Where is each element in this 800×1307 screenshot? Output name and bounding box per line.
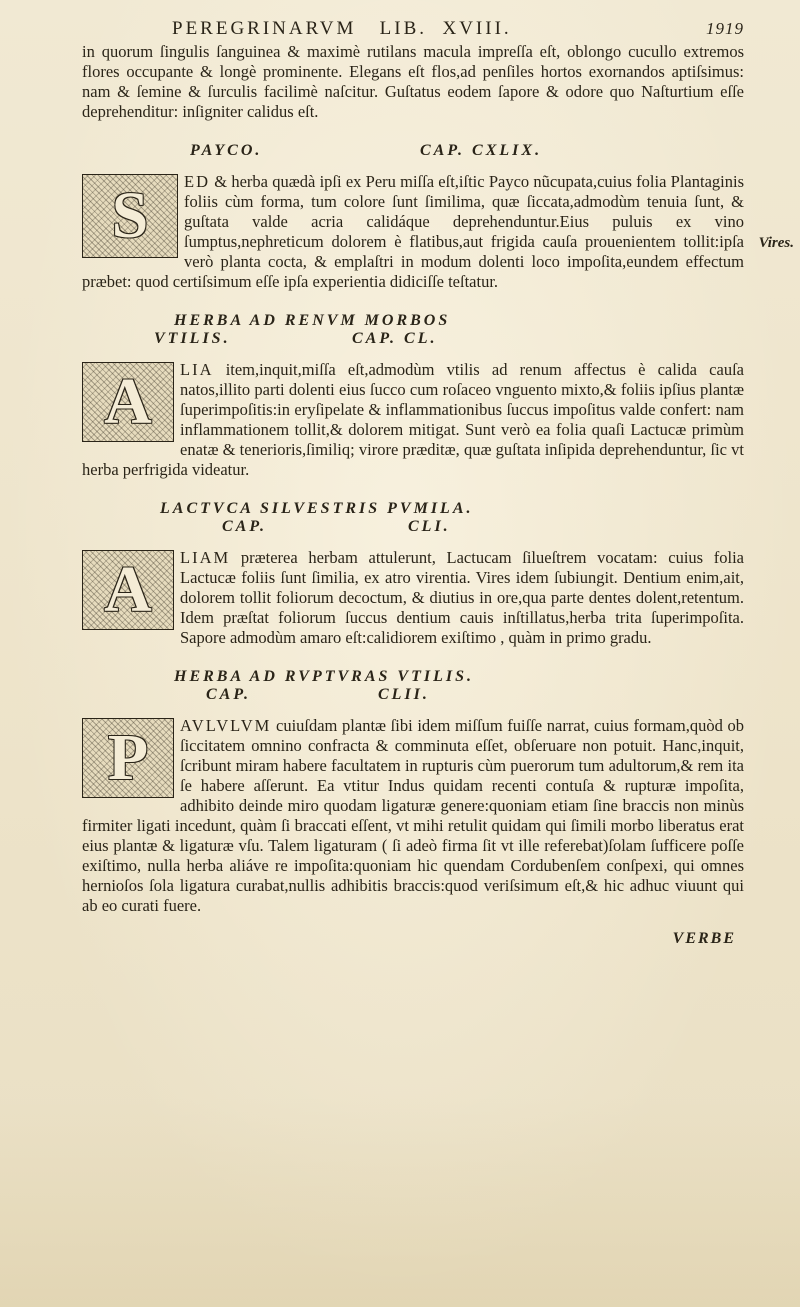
section-heading-rupturas <box>82 668 744 704</box>
decorated-initial: P <box>82 718 174 798</box>
decorated-initial: S <box>82 174 178 258</box>
section-body <box>82 360 744 480</box>
section-body <box>82 172 744 292</box>
chapter-number: CAP. CXLIX. <box>420 142 543 159</box>
section-heading-lactuca <box>82 500 744 536</box>
section-title-cont: VTILIS. <box>154 330 231 347</box>
section-title-line2 <box>154 330 744 348</box>
chapter-label: CAP. <box>222 518 268 535</box>
page-number: 1919 <box>706 19 744 38</box>
decorated-initial: A <box>82 550 174 630</box>
section-title: HERBA AD RENVM MORBOS <box>174 312 451 329</box>
catchword: VERBE <box>672 930 736 947</box>
chapter-number: CLI. <box>408 518 451 535</box>
body-text: item,inquit,miſſa eſt,admodùm vtilis ad renum affectus è calida cauſa natos,illito parti dolenti eius ſucco cum roſaceo vnguento mixto,& foliis ipſius plantæ ſuperimpoſitis:in eryſipelate & inflammationibus ſuccus impoſitus valde confert: nam inflammationem tollit,& dolorem mitigat. Sunt verò ea folia quaſi Lactucæ primùm enatæ & tenerioris,ſimiliq; virore præditæ, quæ guſtata inſipida deprehenduntur, ſic vt herba perfrigida videatur. <box>82 360 744 479</box>
section-title-line2 <box>206 686 744 704</box>
section-title: LACTVCA SILVESTRIS PVMILA. <box>160 500 474 517</box>
body-text: præterea herbam attulerunt, Lactucam ſilueſtrem vocatam: cuius folia Lactucæ foliis ſunt ſimilia, ex atro virentia. Vires idem ſubiungit. Dentium enim,ait, dolorem tollit foliorum decoctum, & diutius in ore,qua parte dentes dolent,retentum. Idem præſtat foliorum ſuccus dentium cauis inſtillatus,herba trita ſuperimpoſita. Sapore admodùm amaro eſt:calidiorem exiſtimo , quàm in primo gradu. <box>180 548 744 647</box>
section-lactuca <box>82 548 744 648</box>
section-heading-renum <box>82 312 744 348</box>
paper-stain <box>0 1097 800 1307</box>
lead-word: ED <box>184 172 210 191</box>
lead-word: LIAM <box>180 548 231 567</box>
section-body <box>82 548 744 648</box>
intro-paragraph: in quorum ſingulis ſanguinea & maximè rutilans macula impreſſa eſt, oblongo cucullo extremos flores occupante & longè prominente. Elegans eſt flos,ad penſiles hortos exornandos aptiſsimus: nam & ſemine & ſurculis facilimè naſcitur. Guſtatus eodem ſapore & odore quo Naſturtium eſſe deprehenditur: inſigniter calidus eſt. <box>82 42 744 121</box>
decorated-initial: A <box>82 362 174 442</box>
running-head-title: PEREGRINARVM LIB. XVIII. <box>172 18 512 39</box>
section-heading-payco <box>82 142 744 160</box>
body-text: cuiuſdam plantæ ſibi idem miſſum fuiſſe narrat, cuius formam,quòd ob ſiccitatem omnino confracta & comminuta eſſet, obſeruare non potuit. Hanc,inquit, ſcribunt miram habere facultatem in rupturis cùm puerorum tum adultorum,& rem ita ſe habere aſſerunt. Ea vtitur Indus quidam recenti contuſa & rupturæ impoſita, adhibito deinde miro quodam ligaturæ genere:quoniam etiam ſine braccis non minùs firmiter ligati incedunt, quàm ſi braccati eſſent, vt mihi retulit quidam qui ſimili morbo liberatus erat eius plantæ & ligaturæ vſu. Talem ligaturam ( ſi adeò firma ſit vt ille referebat)ſolam ſufficere poſſe exiſtimo, nulla herba aliáve re impoſita:quoniam hic quendam Cordubenſem conſpexi, qui omnes hernioſos ſola ligatura curabat,nullis adhibitis braccis:quod veriſsimum eſt,& hic adhuc viuunt qui ab eo curati fuere. <box>82 716 744 915</box>
section-title-line2 <box>222 518 744 536</box>
chapter-number: CLII. <box>378 686 430 703</box>
running-head <box>172 18 744 40</box>
section-payco <box>82 172 794 292</box>
section-title: HERBA AD RVPTVRAS VTILIS. <box>174 668 474 685</box>
section-title: PAYCO. <box>190 142 263 159</box>
lead-word: AVLVLVM <box>180 716 272 735</box>
chapter-label: CAP. <box>206 686 252 703</box>
section-rupturas <box>82 716 744 916</box>
section-renum <box>82 360 744 480</box>
section-body <box>82 716 744 916</box>
margin-note: Vires. <box>758 235 794 251</box>
body-text: & herba quædà ipſi ex Peru miſſa eſt,iſtic Payco nũcupata,cuius folia Plantaginis foliis cùm forma, tum colore ſunt ſimilima, quæ ſiccata,admodùm tenuia ſunt, & guſtata valde acria calidáque deprehenduntur.Eius puluis ex vino ſumptus,nephreticum dolorem è flatibus,aut frigida cauſa prouenientem tollit:ipſa verò planta cocta, & emplaſtri in modum dolenti loco impoſita,eundem effectum præbet: quod certiſsimum eſſe ipſa experientia didiciſſe teſtatur. <box>82 172 744 291</box>
lead-word: LIA <box>180 360 214 379</box>
chapter-number: CAP. CL. <box>352 330 438 347</box>
